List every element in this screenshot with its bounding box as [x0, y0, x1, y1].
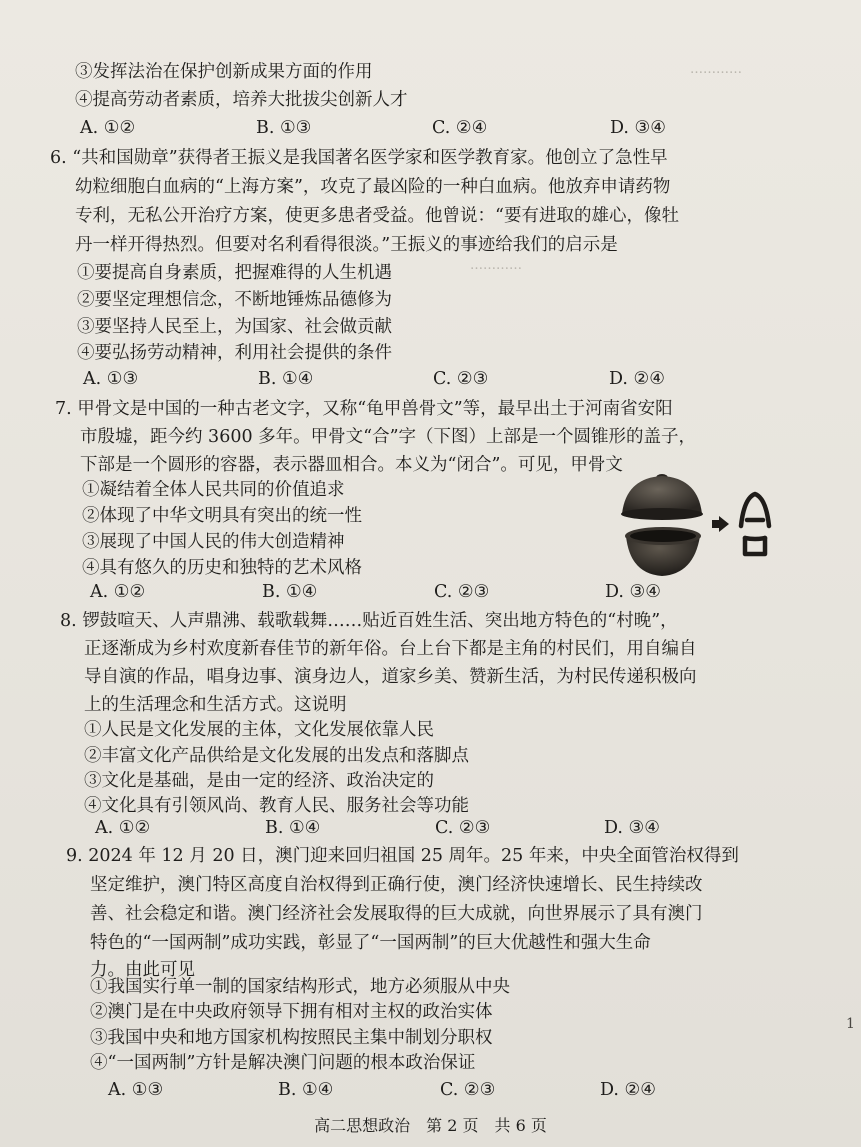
q7-options	[0, 580, 861, 604]
q6-item-1: ①要提高自身素质，把握难得的人生机遇	[77, 263, 392, 283]
q8-item-2: ②丰富文化产品供给是文化发展的出发点和落脚点	[84, 746, 469, 766]
q8-stem-line: 上的生活理念和生活方式。这说明	[84, 695, 347, 715]
q6-item-4: ④要弘扬劳动精神，利用社会提供的条件	[77, 343, 392, 363]
q9-item-2: ②澳门是在中央政府领导下拥有相对主权的政治实体	[90, 1002, 493, 1022]
q5-option-d: D. ③④	[610, 118, 666, 138]
q9-option-a: A. ①③	[108, 1080, 164, 1100]
q7-option-c: C. ②③	[434, 582, 490, 602]
q8-option-d: D. ③④	[604, 818, 660, 838]
q6-item-3: ③要坚持人民至上，为国家、社会做贡献	[77, 317, 392, 337]
bowl-image	[625, 527, 701, 576]
q7-stem-line: 7. 甲骨文是中国的一种古老文字，又称“龟甲兽骨文”等，最早出土于河南省安阳	[55, 399, 673, 419]
q9-option-d: D. ②④	[600, 1080, 656, 1100]
q7-stem-line: 下部是一个圆形的容器，表示器皿相合。本义为“闭合”。可见，甲骨文	[80, 455, 623, 475]
q9-stem-line: 善、社会稳定和谐。澳门经济社会发展取得的巨大成就，向世界展示了具有澳门	[90, 904, 703, 924]
q9-item-1: ①我国实行单一制的国家结构形式，地方必须服从中央	[90, 977, 510, 997]
page-footer: 高二思想政治 第 2 页 共 6 页	[314, 1116, 547, 1135]
q7-item-4: ④具有悠久的历史和独特的艺术风格	[82, 558, 362, 578]
q7-item-3: ③展现了中国人民的伟大创造精神	[82, 532, 345, 552]
q8-options	[0, 816, 861, 840]
arrow-right-icon	[712, 516, 729, 532]
q7-stem-line: 市殷墟，距今约 3600 多年。甲骨文“合”字（下图）上部是一个圆锥形的盖子，	[80, 427, 697, 447]
q6-option-c: C. ②③	[433, 369, 489, 389]
q5-item-3: ③发挥法治在保护创新成果方面的作用	[75, 62, 373, 82]
q9-options	[0, 1078, 861, 1102]
q6-item-2: ②要坚定理想信念，不断地锤炼品德修为	[77, 290, 392, 310]
q5-option-b: B. ①③	[256, 118, 312, 138]
q9-item-4: ④“一国两制”方针是解决澳门问题的根本政治保证	[90, 1053, 476, 1073]
q8-option-b: B. ①④	[265, 818, 321, 838]
bleed-through-text: …………	[470, 258, 522, 273]
q6-options	[0, 367, 861, 391]
q7-item-2: ②体现了中华文明具有突出的统一性	[82, 506, 362, 526]
q8-option-a: A. ①②	[95, 818, 151, 838]
q6-stem-line: 专利，无私公开治疗方案，使更多患者受益。他曾说：“要有进取的雄心，像牡	[75, 206, 679, 226]
q9-item-3: ③我国中央和地方国家机构按照民主集中制划分职权	[90, 1028, 493, 1048]
q9-stem-line: 特色的“一国两制”成功实践，彰显了“一国两制”的巨大优越性和强大生命	[90, 933, 651, 953]
q6-option-b: B. ①④	[258, 369, 314, 389]
q6-stem-line: 6. “共和国勋章”获得者王振义是我国著名医学家和医学教育家。他创立了急性早	[50, 148, 668, 168]
oracle-glyph-he	[741, 494, 769, 554]
q5-option-a: A. ①②	[80, 118, 136, 138]
q6-option-d: D. ②④	[609, 369, 665, 389]
margin-mark: 1	[846, 1016, 855, 1032]
q7-item-1: ①凝结着全体人民共同的价值追求	[82, 480, 345, 500]
q9-option-c: C. ②③	[440, 1080, 496, 1100]
q7-option-d: D. ③④	[605, 582, 661, 602]
q8-stem-line: 8. 锣鼓喧天、人声鼎沸、载歌载舞……贴近百姓生活、突出地方特色的“村晚”，	[60, 611, 678, 631]
q6-stem-line: 幼粒细胞白血病的“上海方案”，攻克了最凶险的一种白血病。他放弃申请药物	[75, 177, 671, 197]
q6-option-a: A. ①③	[83, 369, 139, 389]
q8-item-3: ③文化是基础，是由一定的经济、政治决定的	[84, 771, 434, 791]
q7-option-a: A. ①②	[90, 582, 146, 602]
q6-stem-line: 丹一样开得热烈。但要对名利看得很淡。”王振义的事迹给我们的启示是	[75, 235, 618, 255]
lid-image	[621, 474, 703, 520]
q8-item-1: ①人民是文化发展的主体，文化发展依靠人民	[84, 720, 434, 740]
q7-option-b: B. ①④	[262, 582, 318, 602]
q9-stem-line: 9. 2024 年 12 月 20 日，澳门迎来回归祖国 25 周年。25 年来，中央全面管治权得到	[66, 846, 739, 866]
q9-option-b: B. ①④	[278, 1080, 334, 1100]
q8-option-c: C. ②③	[435, 818, 491, 838]
q5-options	[0, 116, 861, 140]
oracle-bone-he-figure	[618, 470, 778, 580]
q5-option-c: C. ②④	[432, 118, 488, 138]
q9-stem-line: 力。由此可见	[90, 960, 195, 980]
q5-item-4: ④提高劳动者素质，培养大批拔尖创新人才	[75, 90, 408, 110]
q9-stem-line: 坚定维护，澳门特区高度自治权得到正确行使，澳门经济快速增长、民生持续改	[90, 875, 703, 895]
bleed-through-text: …………	[690, 62, 742, 77]
q8-stem-line: 正逐渐成为乡村欢度新春佳节的新年俗。台上台下都是主角的村民们，用自编自	[84, 639, 697, 659]
q8-item-4: ④文化具有引领风尚、教育人民、服务社会等功能	[84, 796, 469, 816]
q8-stem-line: 导自演的作品，唱身边事、演身边人，道家乡美、赞新生活，为村民传递积极向	[84, 667, 697, 687]
